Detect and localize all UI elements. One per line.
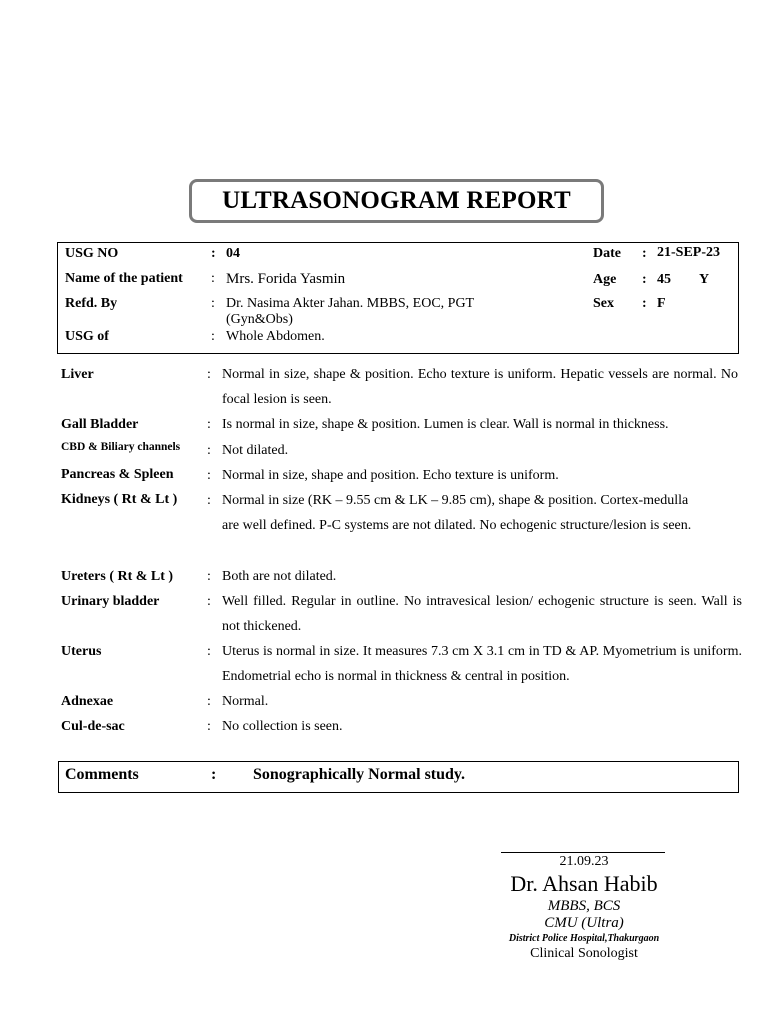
colon: : [207,594,211,609]
colon: : [211,246,216,261]
finding-text-ureters: Both are not dilated. [222,569,337,584]
colon: : [207,719,211,734]
sex-label: Sex [593,296,614,311]
signature-date: 21.09.23 [559,854,609,869]
finding-label-cbd: CBD & Biliary channels [61,441,181,453]
signature-hospital: District Police Hospital,Thakurgaon [508,933,660,944]
usg-no-label: USG NO [65,246,119,261]
signature-line [501,852,665,853]
colon: : [207,367,211,382]
colon: : [207,493,211,508]
report-title: ULTRASONOGRAM REPORT [222,187,571,214]
age-label: Age [593,272,617,287]
finding-label-liver: Liver [61,367,94,382]
refd-by-value-line2: (Gyn&Obs) [226,312,293,327]
colon: : [207,569,211,584]
usg-of-label: USG of [65,329,109,344]
patient-info-box [57,242,739,354]
colon: : [207,644,211,659]
colon: : [642,296,647,311]
finding-label-cul-de-sac: Cul-de-sac [61,719,125,734]
signature-role: Clinical Sonologist [530,946,638,961]
finding-text-adnexae: Normal. [222,694,269,709]
age-value: 45 [657,272,671,287]
signature-position: CMU (Ultra) [544,915,624,931]
finding-text-pancreas-spleen: Normal in size, shape and position. Echo texture is uniform. [222,468,559,483]
colon: : [642,246,647,261]
colon: : [211,271,215,286]
comments-box [58,761,739,793]
refd-by-label: Refd. By [65,296,118,311]
finding-text-uterus: Uterus is normal in size. It measures 7.3 cm X 3.1 cm in TD & AP. Myometrium is uniform. Endometrial echo is normal in thickness & central in position. [222,644,742,685]
colon: : [211,296,215,311]
colon: : [207,417,211,432]
signature-degree: MBBS, BCS [547,898,621,914]
finding-label-gall-bladder: Gall Bladder [61,417,139,432]
sex-value: F [657,296,666,311]
finding-text-cul-de-sac: No collection is seen. [222,719,343,734]
finding-label-pancreas-spleen: Pancreas & Spleen [61,467,174,482]
colon: : [207,694,211,709]
finding-label-urinary-bladder: Urinary bladder [61,594,160,609]
colon: : [207,468,211,483]
comments-label: Comments [65,766,139,783]
usg-no-value: 04 [226,246,240,261]
colon: : [207,443,211,458]
finding-text-liver: Normal in size, shape & position. Echo texture is uniform. Hepatic vessels are normal. No focal lesion is seen. [222,367,738,408]
date-value: 21-SEP-23 [657,245,720,260]
colon: : [211,329,215,344]
colon: : [211,766,217,783]
finding-text-urinary-bladder: Well filled. Regular in outline. No intravesical lesion/ echogenic structure is seen. Wall is not thickened. [222,594,742,635]
patient-name-value: Mrs. Forida Yasmin [226,271,346,287]
refd-by-value-line1: Dr. Nasima Akter Jahan. MBBS, EOC, PGT [226,296,475,311]
usg-of-value: Whole Abdomen. [226,329,325,344]
finding-label-kidneys: Kidneys ( Rt & Lt ) [61,492,178,507]
age-unit: Y [699,272,710,287]
finding-label-uterus: Uterus [61,644,102,659]
colon: : [642,272,647,287]
finding-text-gall-bladder: Is normal in size, shape & position. Lumen is clear. Wall is normal in thickness. [222,417,669,432]
finding-text-kidneys: Normal in size (RK – 9.55 cm & LK – 9.85 cm), shape & position. Cortex-medulla are well defined. P-C systems are not dilated. No echogenic structure/lesion is seen. [222,493,692,534]
signature-name: Dr. Ahsan Habib [510,871,658,896]
report-title-box [189,179,604,223]
finding-label-adnexae: Adnexae [61,694,114,709]
date-label: Date [593,246,621,261]
finding-label-ureters: Ureters ( Rt & Lt ) [61,569,174,584]
finding-text-cbd: Not dilated. [222,443,289,458]
comments-text: Sonographically Normal study. [253,766,466,783]
patient-name-label: Name of the patient [65,271,183,286]
